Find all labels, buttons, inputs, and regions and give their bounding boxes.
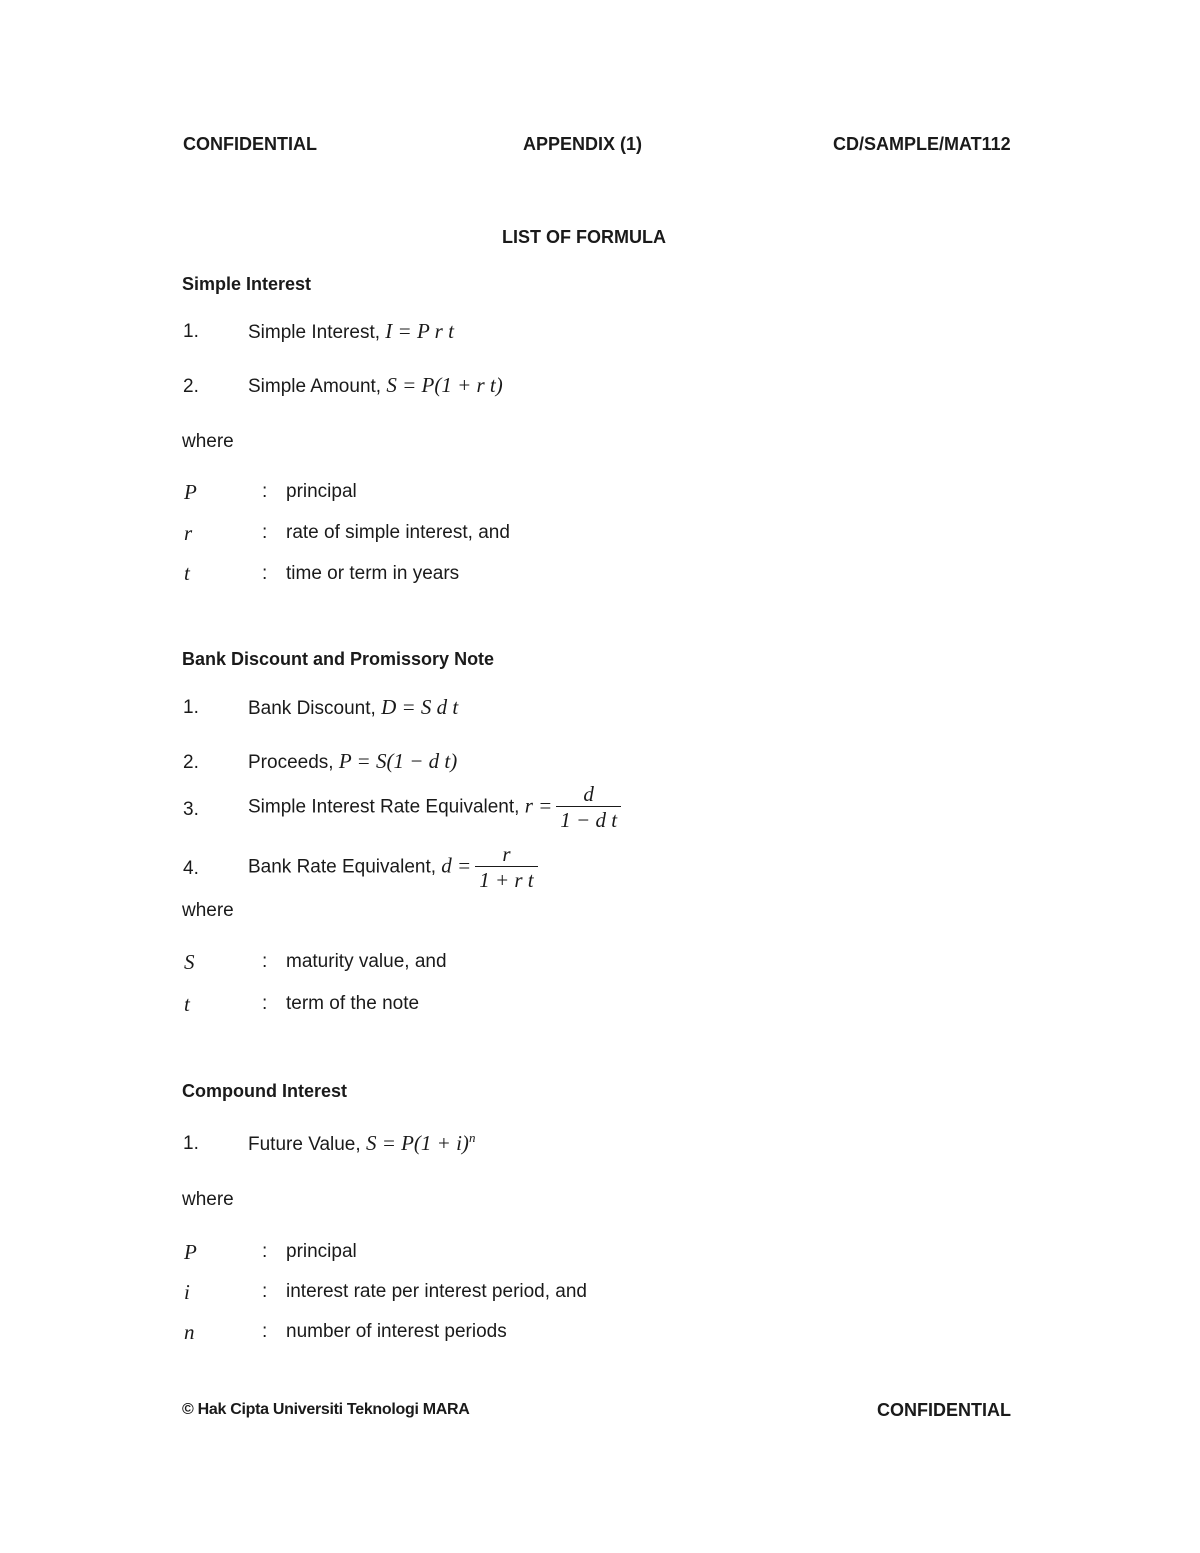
variable-definition: principal [286, 1241, 357, 1262]
item-number: 4. [183, 858, 199, 879]
header-code: CD/SAMPLE/MAT112 [833, 134, 1011, 154]
formula-simple-interest [248, 319, 454, 344]
header-confidential: CONFIDENTIAL [183, 134, 317, 154]
where-label: where [182, 431, 234, 452]
formula-expression: D = S d t [381, 695, 459, 719]
variable-symbol: r [184, 521, 193, 545]
item-number: 1. [183, 697, 199, 718]
footer-confidential: CONFIDENTIAL [877, 1400, 1011, 1420]
formula-label: Proceeds, [248, 752, 339, 773]
definition-colon: : [262, 563, 268, 584]
variable-definition: term of the note [286, 993, 420, 1014]
variable-definition: rate of simple interest, and [286, 522, 510, 543]
formula-proceeds [248, 749, 457, 774]
formula-expression: $S = P(1 + i)^n$ [365, 1130, 476, 1155]
item-number: 1. [183, 1133, 199, 1154]
footer-copyright: © Hak Cipta Universiti Teknologi MARA [182, 1401, 470, 1418]
formula-label: Simple Interest, [248, 322, 386, 343]
item-number: 1. [183, 321, 199, 342]
section-heading-simple-interest: Simple Interest [182, 274, 312, 294]
formula-fraction [556, 782, 621, 833]
formula-label: Simple Amount, [248, 376, 387, 397]
fraction-denominator: 1 − d t [556, 806, 621, 833]
section-heading-bank-discount: Bank Discount and Promissory Note [182, 649, 495, 669]
definition-colon: : [262, 522, 268, 543]
formula-simple-interest-rate-equivalent [248, 782, 621, 833]
fraction-numerator: d [583, 782, 594, 806]
variable-symbol: S [184, 950, 195, 974]
formula-label: Future Value, [248, 1134, 366, 1155]
definition-colon: : [262, 1321, 268, 1342]
variable-symbol: i [184, 1280, 190, 1304]
fraction-numerator: r [502, 842, 511, 866]
definition-colon: : [262, 1241, 268, 1262]
formula-fraction [475, 842, 537, 893]
page-title: LIST OF FORMULA [502, 227, 666, 247]
where-label: where [182, 900, 234, 921]
where-label: where [182, 1189, 234, 1210]
variable-symbol: t [184, 992, 190, 1016]
item-number: 2. [183, 752, 199, 773]
variable-definition: number of interest periods [286, 1321, 507, 1342]
formula-bank-discount [248, 695, 458, 720]
variable-symbol: t [184, 561, 190, 585]
header-appendix: APPENDIX (1) [523, 134, 643, 154]
formula-label: Simple Interest Rate Equivalent, [248, 796, 525, 818]
definition-colon: : [262, 951, 268, 972]
item-number: 2. [183, 376, 199, 397]
definition-colon: : [262, 1281, 268, 1302]
formula-lhs: d = [441, 853, 472, 878]
variable-definition: principal [286, 481, 357, 502]
definition-colon: : [262, 993, 268, 1014]
variable-definition: maturity value, and [286, 951, 447, 972]
formula-expression: I = P r t [385, 319, 454, 343]
variable-definition: interest rate per interest period, and [286, 1281, 588, 1302]
section-heading-compound-interest: Compound Interest [182, 1081, 347, 1101]
item-number: 3. [183, 799, 199, 820]
formula-expression: P = S(1 − d t) [338, 749, 458, 773]
formula-future-value [248, 1130, 475, 1156]
variable-symbol: P [184, 480, 197, 504]
formula-label: Bank Rate Equivalent, [248, 856, 442, 878]
variable-definition: time or term in years [286, 563, 460, 584]
formula-bank-rate-equivalent [248, 842, 538, 893]
variable-symbol: P [184, 1240, 197, 1264]
formula-exponent: n [468, 1130, 476, 1145]
formula-simple-amount [248, 373, 503, 398]
variable-symbol: n [184, 1320, 195, 1344]
fraction-denominator: 1 + r t [475, 866, 537, 893]
formula-lhs: r = [524, 793, 553, 818]
formula-expression: S = P(1 + r t) [386, 373, 503, 397]
formula-label: Bank Discount, [248, 698, 382, 719]
definition-colon: : [262, 481, 268, 502]
